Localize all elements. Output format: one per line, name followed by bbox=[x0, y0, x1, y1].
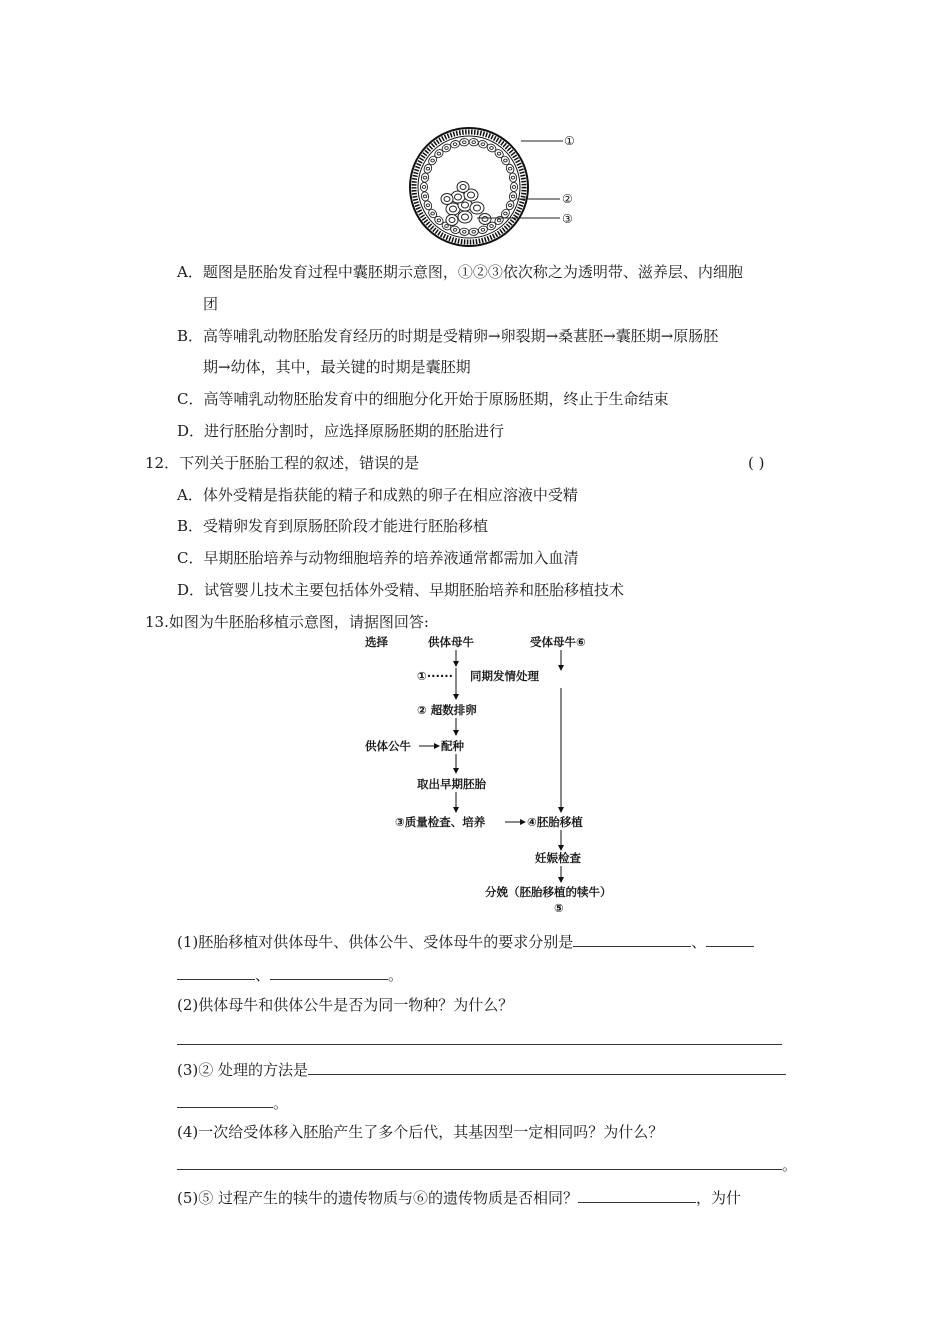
q13-sub5 bbox=[177, 1186, 741, 1208]
label-3: ③ bbox=[562, 212, 573, 226]
q13-sub3 bbox=[177, 1058, 786, 1080]
flow-check: ③质量检查、培养 bbox=[395, 815, 486, 829]
trophoblast-nucleus bbox=[445, 147, 449, 150]
q12-option-d: D．试管婴儿技术主要包括体外受精、早期胚胎培养和胚胎移植技术 bbox=[177, 581, 625, 599]
q13-stem: 13.如图为牛胚胎移植示意图，请据图回答: bbox=[145, 613, 429, 631]
q13-sub4: (4)一次给受体移入胚胎产生了多个后代，其基因型一定相同吗？为什么？ bbox=[177, 1123, 664, 1141]
trophoblast-nucleus bbox=[481, 228, 485, 231]
q13-sub1-blank-3[interactable] bbox=[270, 963, 388, 980]
trophoblast-nucleus bbox=[422, 186, 426, 189]
trophoblast-nucleus bbox=[472, 141, 476, 144]
trophoblast-nucleus bbox=[508, 167, 512, 170]
q13-sub5-blank[interactable] bbox=[578, 1186, 696, 1203]
q13-sub5-tail: ，为什 bbox=[696, 1189, 742, 1207]
flow-sync: 同期发情处理 bbox=[470, 669, 539, 683]
q13-sub2: (2)供体母牛和供体公牛是否为同一物种？为什么？ bbox=[177, 996, 514, 1014]
q13-sub3-end: 。 bbox=[273, 1094, 289, 1112]
q11-option-b-line1: B．高等哺乳动物胚胎发育经历的时期是受精卵→卵裂期→桑葚胚→囊胚期→原肠胚 bbox=[177, 327, 719, 345]
flow-donor-cow: 供体母牛 bbox=[428, 635, 474, 649]
flow-collect: 取出早期胚胎 bbox=[417, 777, 486, 791]
trophoblast-nucleus bbox=[463, 141, 467, 144]
q13-sub3-blank-a[interactable] bbox=[308, 1058, 786, 1075]
flow-step1: ①······ bbox=[417, 669, 453, 683]
q13-sub3-blank-b[interactable] bbox=[177, 1091, 273, 1108]
trophoblast-nucleus bbox=[453, 228, 457, 231]
trophoblast-nucleus bbox=[437, 152, 441, 155]
q11-option-a-line1: A．题图是胚胎发育过程中囊胚期示意图，①②③依次称之为透明带、滋养层、内细胞 bbox=[177, 263, 743, 281]
trophoblast-nucleus bbox=[508, 204, 512, 207]
trophoblast-nucleus bbox=[423, 176, 427, 179]
q12-answer-bracket: ( ) bbox=[748, 454, 765, 472]
label-1: ① bbox=[564, 134, 575, 148]
trophoblast-nucleus bbox=[490, 225, 494, 228]
q11-option-c: C．高等哺乳动物胚胎发育中的细胞分化开始于原肠胚期，终止于生命结束 bbox=[177, 390, 669, 408]
trophoblast-nucleus bbox=[497, 152, 501, 155]
trophoblast-nucleus bbox=[431, 212, 435, 215]
trophoblast-nucleus bbox=[504, 212, 508, 215]
q13-sub1-sep1: 、 bbox=[691, 933, 707, 951]
trophoblast-nucleus bbox=[490, 147, 494, 150]
q12-option-a: A．体外受精是指获能的精子和成熟的卵子在相应溶液中受精 bbox=[177, 486, 578, 504]
q13-sub1-cont bbox=[177, 963, 403, 985]
q13-sub1-blank-2a[interactable] bbox=[706, 930, 754, 947]
trophoblast-nucleus bbox=[445, 225, 449, 228]
q13-sub1 bbox=[177, 930, 754, 952]
flow-recipient-cow: 受体母牛⑥ bbox=[530, 635, 586, 649]
label-2: ② bbox=[562, 192, 573, 206]
trophoblast-nucleus bbox=[504, 159, 508, 162]
q13-sub4-answer-line bbox=[177, 1153, 797, 1175]
q12-stem: 12．下列关于胚胎工程的叙述，错误的是 bbox=[145, 454, 420, 472]
trophoblast-nucleus bbox=[497, 219, 501, 222]
trophoblast-nucleus bbox=[453, 143, 457, 146]
q13-sub2-answer-line[interactable] bbox=[177, 1028, 782, 1050]
flow-birth: 分娩（胚胎移植的犊牛） bbox=[485, 885, 612, 899]
q13-sub1-blank-2b[interactable] bbox=[177, 963, 255, 980]
q12-option-c: C．早期胚胎培养与动物细胞培养的培养液通常都需加入血清 bbox=[177, 549, 579, 567]
q13-sub3-text: (3)② 处理的方法是 bbox=[177, 1061, 309, 1079]
q11-option-a-line2: 团 bbox=[203, 295, 219, 313]
trophoblast-nucleus bbox=[463, 230, 467, 233]
flow-step5: ⑤ bbox=[554, 901, 564, 915]
q13-sub1-end: 。 bbox=[388, 966, 404, 984]
flow-mating: 配种 bbox=[441, 739, 464, 753]
q11-option-b-line2: 期→幼体，其中，最关键的时期是囊胚期 bbox=[203, 358, 471, 376]
trophoblast-nucleus bbox=[511, 195, 515, 198]
trophoblast-nucleus bbox=[472, 230, 476, 233]
q11-option-d: D．进行胚胎分割时，应选择原肠胚期的胚胎进行 bbox=[177, 422, 505, 440]
trophoblast-nucleus bbox=[511, 176, 515, 179]
q13-sub5-text: (5)⑤ 过程产生的犊牛的遗传物质与⑥的遗传物质是否相同？ bbox=[177, 1189, 579, 1207]
trophoblast-nucleus bbox=[512, 186, 516, 189]
q13-sub1-text: (1)胚胎移植对供体母牛、供体公牛、受体母牛的要求分别是 bbox=[177, 933, 574, 951]
q12-option-b: B．受精卵发育到原肠胚阶段才能进行胚胎移植 bbox=[177, 517, 489, 535]
trophoblast-nucleus bbox=[423, 195, 427, 198]
q13-sub1-sep2: 、 bbox=[255, 966, 271, 984]
q13-sub4-end: 。 bbox=[782, 1156, 798, 1174]
trophoblast-nucleus bbox=[426, 167, 430, 170]
trophoblast-nucleus bbox=[431, 159, 435, 162]
flow-superovulation: ② 超数排卵 bbox=[417, 703, 477, 717]
flow-select: 选择 bbox=[365, 635, 388, 649]
flow-donor-bull: 供体公牛 bbox=[365, 739, 411, 753]
trophoblast-nucleus bbox=[437, 219, 441, 222]
blastocyst-figure bbox=[405, 125, 590, 250]
flow-pregnancy: 妊娠检查 bbox=[535, 851, 581, 865]
q13-sub4-blank[interactable] bbox=[177, 1153, 782, 1170]
trophoblast-nucleus bbox=[426, 204, 430, 207]
trophoblast-nucleus bbox=[481, 143, 485, 146]
q13-sub1-blank-1[interactable] bbox=[573, 930, 691, 947]
embryo-transfer-flowchart bbox=[355, 630, 655, 920]
q13-sub3-cont bbox=[177, 1091, 288, 1113]
flow-transfer: ④胚胎移植 bbox=[527, 815, 583, 829]
